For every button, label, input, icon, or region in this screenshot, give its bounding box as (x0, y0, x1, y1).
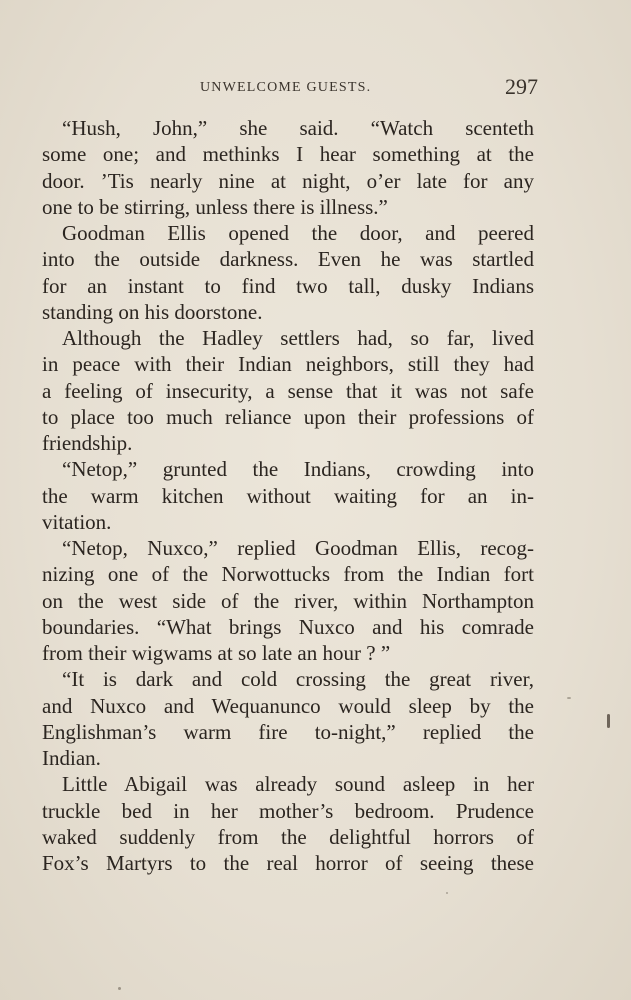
text-line: on the west side of the river, within Northampton (42, 588, 534, 613)
paper-speck (607, 714, 610, 728)
text-line: “It is dark and cold crossing the great river, (62, 667, 534, 692)
text-line: from their wigwams at so late an hour ? ” (42, 641, 391, 665)
text-line: boundaries. “What brings Nuxco and his comrade (42, 614, 534, 639)
text-line: Goodman Ellis opened the door, and peered (62, 221, 534, 245)
paper-speck (118, 987, 121, 990)
paper-speck (446, 892, 448, 894)
text-line: one to be stirring, unless there is illness.” (42, 194, 388, 219)
text-line: Fox’s Martyrs to the real horror of seeing these (42, 851, 534, 875)
text-line: for an instant to find two tall, dusky Indians (42, 273, 534, 298)
text-line: truckle bed in her mother’s bedroom. Prudence (42, 798, 534, 823)
text-line: Englishman’s warm fire to-night,” replied the (42, 719, 534, 744)
running-head (42, 74, 538, 104)
text-line: some one; and methinks I hear something at the (42, 142, 534, 167)
text-line: Indian. (42, 746, 101, 770)
text-line: “Hush, John,” she said. “Watch scenteth (62, 116, 534, 140)
text-line: vitation. (42, 509, 112, 534)
body-text (42, 115, 534, 876)
text-line: standing on his doorstone. (42, 299, 263, 324)
text-line: Little Abigail was already sound asleep in her (62, 772, 534, 797)
text-line: friendship. (42, 431, 133, 455)
running-title: UNWELCOME GUESTS. (200, 80, 372, 95)
text-line: a feeling of insecurity, a sense that it was not safe (42, 378, 534, 403)
text-line: Although the Hadley settlers had, so far, lived (62, 326, 534, 350)
text-line: “Netop,” grunted the Indians, crowding into (62, 457, 534, 482)
text-line: “Netop, Nuxco,” replied Goodman Ellis, recog- (62, 536, 534, 560)
text-line: the warm kitchen without waiting for an in- (42, 483, 534, 508)
text-line: nizing one of the Norwottucks from the Indian fort (42, 562, 534, 587)
page-number: 297 (505, 74, 538, 99)
text-line: waked suddenly from the delightful horrors of (42, 824, 534, 849)
paper-speck (567, 697, 571, 699)
text-line: door. ’Tis nearly nine at night, o’er late for any (42, 168, 534, 193)
text-line: in peace with their Indian neighbors, still they had (42, 352, 534, 377)
text-line: to place too much reliance upon their professions of (42, 404, 534, 429)
text-line: into the outside darkness. Even he was startled (42, 247, 534, 272)
text-line: and Nuxco and Wequanunco would sleep by the (42, 693, 534, 718)
